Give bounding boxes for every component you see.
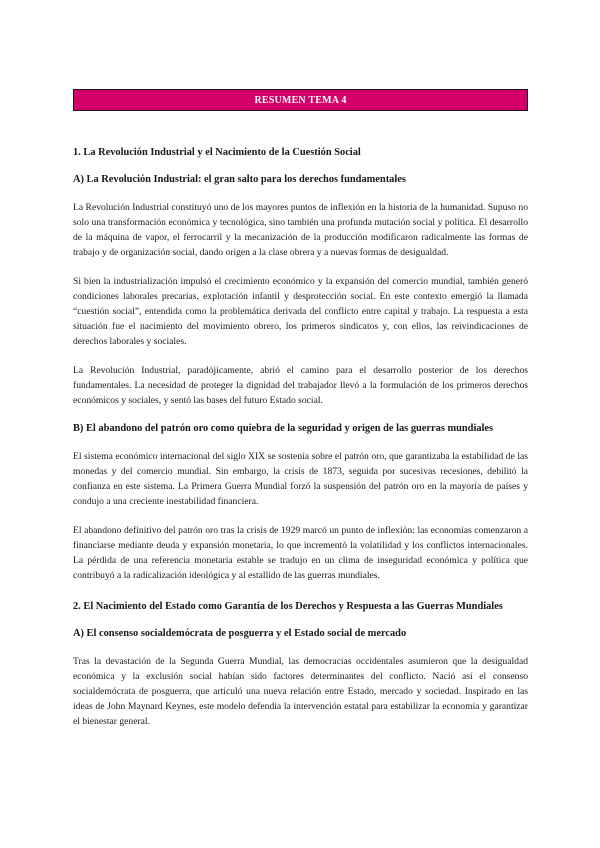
section-1-heading: 1. La Revolución Industrial y el Nacimiento de la Cuestión Social [73,147,361,158]
title-banner [73,89,528,111]
paragraph: El abandono definitivo del patrón oro tras la crisis de 1929 marcó un punto de inflexión: las economías comenzaron a financiarse mediante deuda y expansión monetaria, lo que incrementó la volatilidad y los conflictos internacionales. La pérdida de una referencia monetaria estable se tradujo en un clima de inseguridad económica y política que contribuyó a la radicalización ideológica y al estallido de las guerras mundiales. [73,525,528,581]
paragraph: El sistema económico internacional del siglo XIX se sostenía sobre el patrón oro, que garantizaba la estabilidad de las monedas y del comercio mundial. Sin embargo, la crisis de 1873, seguida por sucesivas recesiones, debilitó la confianza en este sistema. La Primera Guerra Mundial forzó la suspensión del patrón oro en la mayoría de países y condujo a una creciente inestabilidad financiera. [73,451,528,507]
paragraph: La Revolución Industrial constituyó uno de los mayores puntos de inflexión en la historia de la humanidad. Supuso no solo una transformación económica y tecnológica, sino también una profunda mutación social y política. El desarrollo de la máquina de vapor, el ferrocarril y la mecanización de la producción modificaron radicalmente las formas de trabajo y de organización social, dando origen a la clase obrera y a nuevas formas de desigualdad. [73,202,528,258]
paragraph: Tras la devastación de la Segunda Guerra Mundial, las democracias occidentales asumieron que la desigualdad económica y la exclusión social habían sido factores determinantes del conflicto. Nació así el consenso socialdemócrata de posguerra, que articuló una nueva relación entre Estado, mercado y sociedad. Inspirado en las ideas de John Maynard Keynes, este modelo defendía la intervención estatal para estabilizar la economía y garantizar el bienestar general. [73,656,528,727]
section-1b-heading: B) El abandono del patrón oro como quiebra de la seguridad y origen de las guerras mundiales [73,423,494,434]
section-1a-heading: A) La Revolución Industrial: el gran salto para los derechos fundamentales [73,174,406,185]
paragraph: Si bien la industrialización impulsó el crecimiento económico y la expansión del comercio mundial, también generó condiciones laborales precarias, explotación infantil y desprotección social. En este contexto emergió la llamada “cuestión social”, entendida como la problemática derivada del conflicto entre capital y trabajo. La respuesta a esta situación fue el nacimiento del movimiento obrero, los primeros sindicatos y, con ellos, las reivindicaciones de derechos laborales y sociales. [73,276,528,347]
paragraph: La Revolución Industrial, paradójicamente, abrió el camino para el desarrollo posterior de los derechos fundamentales. La necesidad de proteger la dignidad del trabajador llevó a la formulación de los primeros derechos económicos y sociales, y sentó las bases del futuro Estado social. [73,365,528,406]
section-2-heading: 2. El Nacimiento del Estado como Garantía de los Derechos y Respuesta a las Guerras Mundiales [73,601,503,612]
document-title: RESUMEN TEMA 4 [254,94,347,106]
section-2a-heading: A) El consenso socialdemócrata de posguerra y el Estado social de mercado [73,628,407,639]
